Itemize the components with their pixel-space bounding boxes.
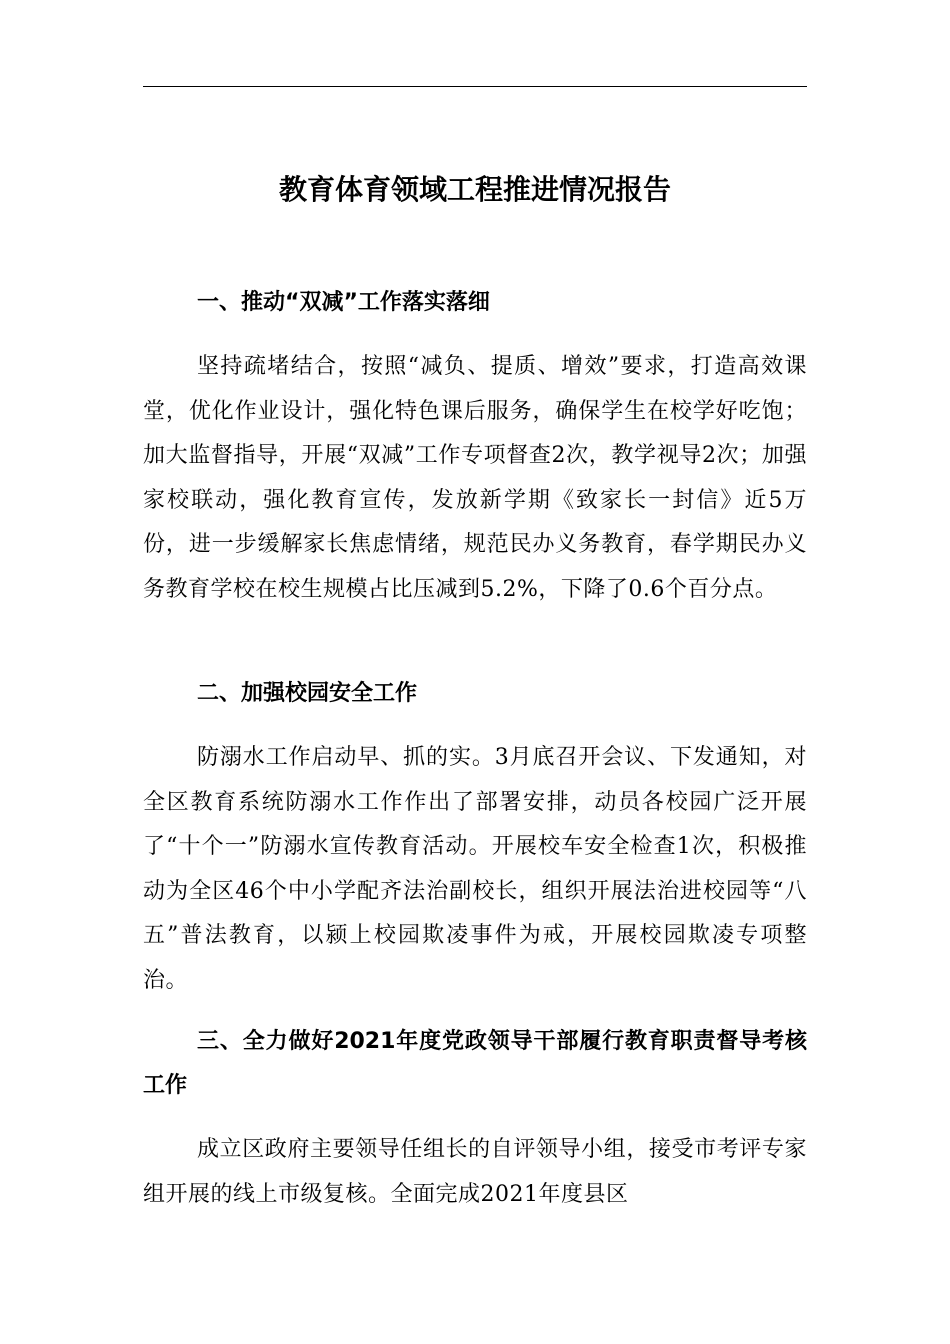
section-2-heading: 二、加强校园安全工作 xyxy=(197,681,418,706)
section-3-body: 成立区政府主要领导任组长的自评领导小组，接受市考评专家组开展的线上市级复核。全面完成2021年度县区 xyxy=(143,1137,807,1207)
document-title: 教育体育领域工程推进情况报告 xyxy=(278,173,671,206)
header-rule xyxy=(143,86,807,87)
section-2-body: 防溺水工作启动早、抓的实。3月底召开会议、下发通知，对全区教育系统防溺水工作作出了部署安排，动员各校园广泛开展了“十个一”防溺水宣传教育活动。开展校车安全检查1次，积极推动为全区46个中小学配齐法治副校长，组织开展法治进校园等“八五”普法教育，以颍上校园欺凌事件为戒，开展校园欺凌专项整治。 xyxy=(143,745,807,993)
section-3-heading: 三、全力做好2021年度党政领导干部履行教育职责督导考核工作 xyxy=(143,1029,807,1098)
section-1-body: 坚持疏堵结合，按照“减负、提质、增效”要求，打造高效课堂，优化作业设计，强化特色课后服务，确保学生在校学好吃饱；加大监督指导，开展“双减”工作专项督查2次，教学视导2次；加强家校联动，强化教育宣传，发放新学期《致家长一封信》近5万份，进一步缓解家长焦虑情绪，规范民办义务教育，春学期民办义务教育学校在校生规模占比压减到5.2%，下降了0.6个百分点。 xyxy=(143,354,807,602)
section-1-heading: 一、推动“双减”工作落实落细 xyxy=(197,290,490,315)
